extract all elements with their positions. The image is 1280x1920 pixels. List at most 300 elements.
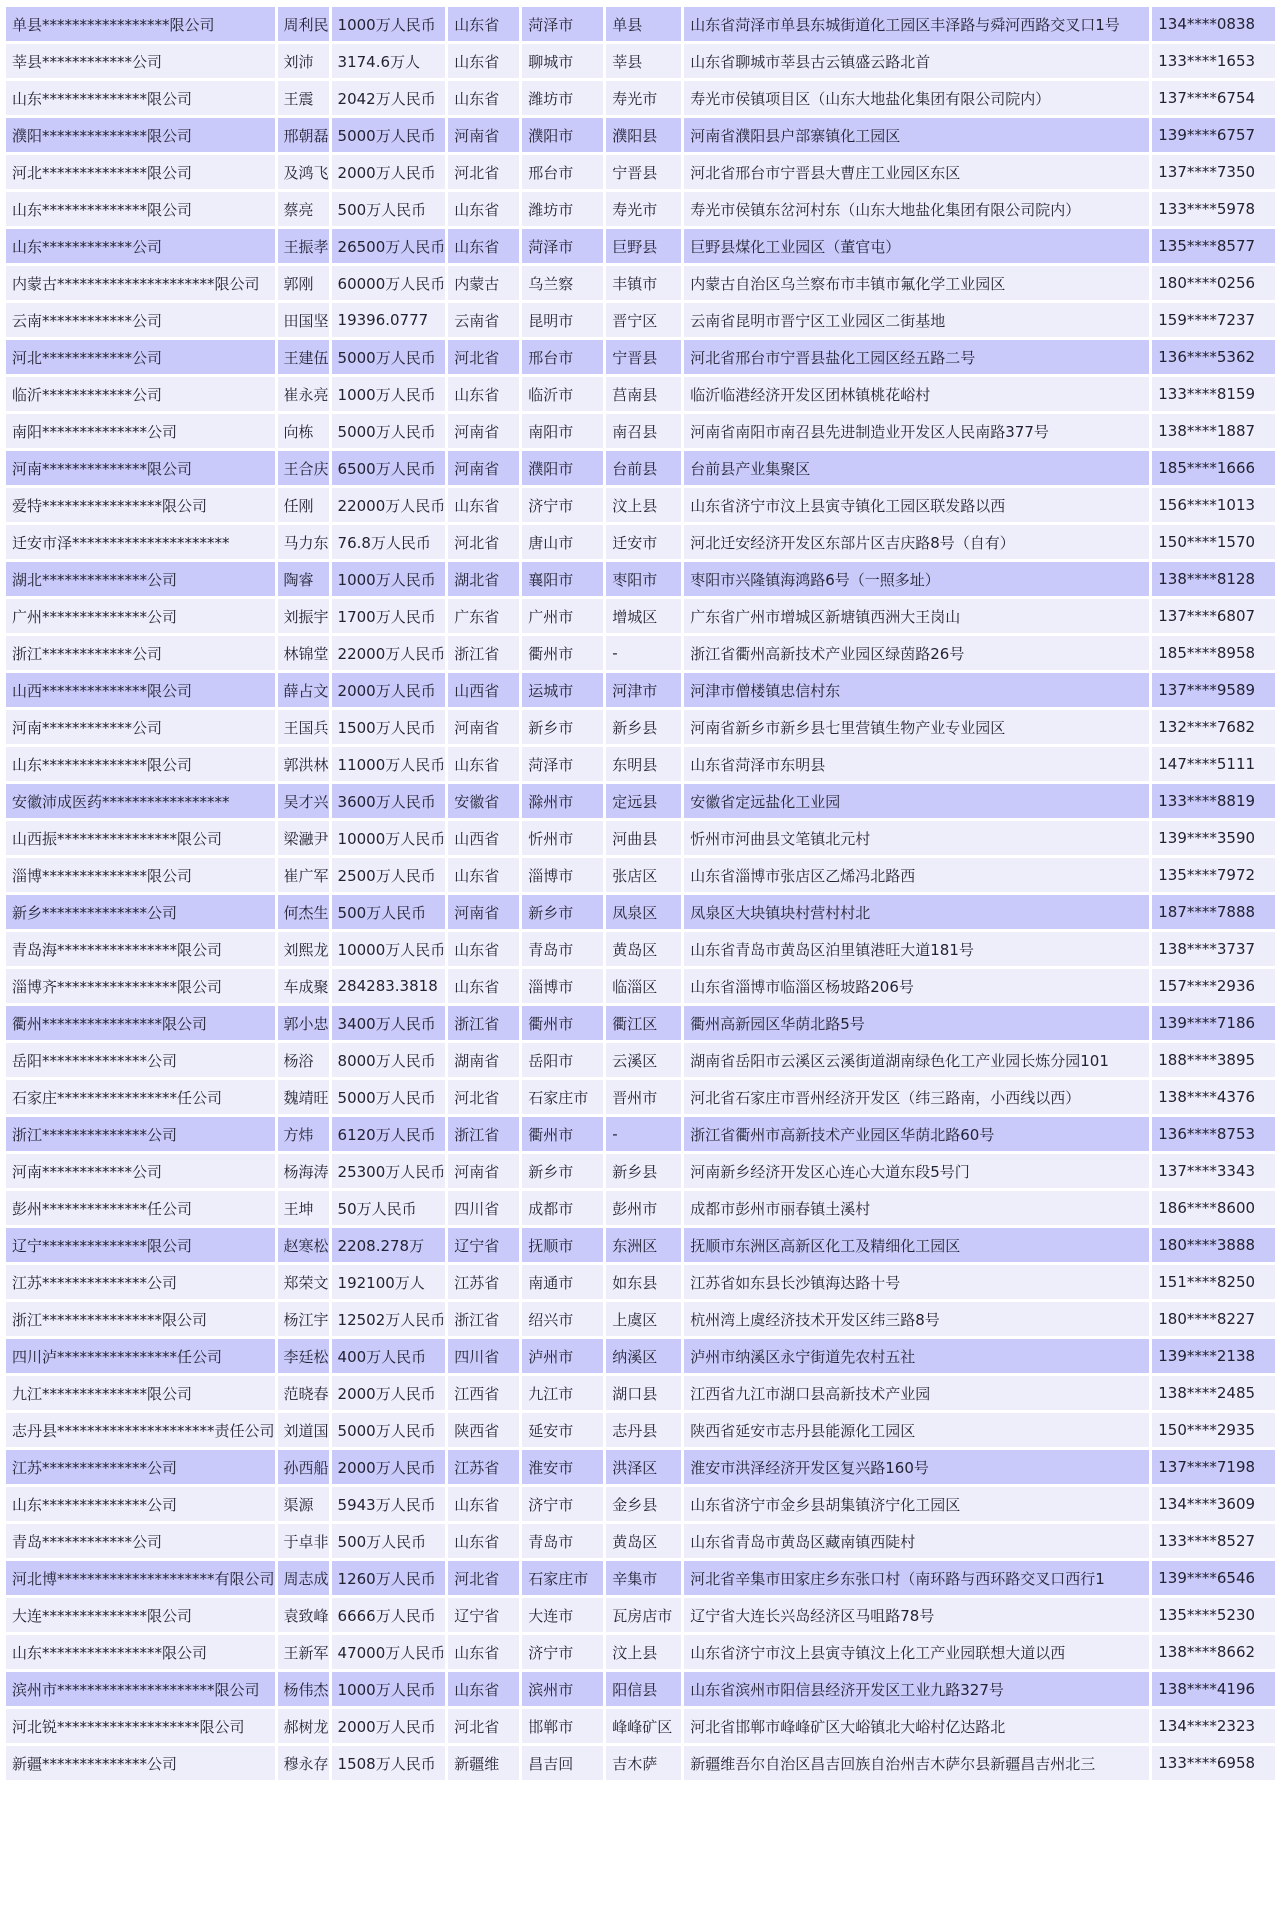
capital-cell: 2208.278万: [332, 1228, 446, 1262]
province-cell: 山东省: [448, 1487, 519, 1521]
address-cell: 山东省青岛市黄岛区泊里镇港旺大道181号: [684, 932, 1149, 966]
company-name-cell: 青岛海****************限公司: [6, 932, 275, 966]
legal-rep-cell: 周志成: [278, 1561, 329, 1595]
legal-rep-cell: 杨海涛: [278, 1154, 329, 1188]
city-cell: 成都市: [522, 1191, 603, 1225]
address-cell: 河北迁安经济开发区东部片区吉庆路8号（自有）: [684, 525, 1149, 559]
legal-rep-cell: 郭小忠: [278, 1006, 329, 1040]
province-cell: 江苏省: [448, 1265, 519, 1299]
address-cell: 忻州市河曲县文笔镇北元村: [684, 821, 1149, 855]
capital-cell: 6500万人民币: [332, 451, 446, 485]
address-cell: 杭州湾上虞经济技术开发区纬三路8号: [684, 1302, 1149, 1336]
city-cell: 菏泽市: [522, 747, 603, 781]
capital-cell: 19396.0777: [332, 303, 446, 337]
capital-cell: 500万人民币: [332, 1524, 446, 1558]
province-cell: 山东省: [448, 969, 519, 1003]
address-cell: 辽宁省大连长兴岛经济区马咀路78号: [684, 1598, 1149, 1632]
province-cell: 河南省: [448, 895, 519, 929]
capital-cell: 1508万人民币: [332, 1746, 446, 1780]
phone-cell: 139****6757: [1152, 118, 1275, 152]
capital-cell: 1000万人民币: [332, 562, 446, 596]
legal-rep-cell: 何杰生: [278, 895, 329, 929]
district-cell: 河津市: [606, 673, 681, 707]
company-name-cell: 山东****************限公司: [6, 1635, 275, 1669]
company-name-cell: 南阳**************公司: [6, 414, 275, 448]
district-cell: 湖口县: [606, 1376, 681, 1410]
phone-cell: 180****3888: [1152, 1228, 1275, 1262]
district-cell: 东洲区: [606, 1228, 681, 1262]
table-row: [6, 155, 1275, 189]
company-name-cell: 浙江**************公司: [6, 1117, 275, 1151]
table-row: [6, 81, 1275, 115]
address-cell: 山东省滨州市阳信县经济开发区工业九路327号: [684, 1672, 1149, 1706]
phone-cell: 133****1653: [1152, 44, 1275, 78]
legal-rep-cell: 吴才兴: [278, 784, 329, 818]
legal-rep-cell: 蔡亮: [278, 192, 329, 226]
province-cell: 河南省: [448, 451, 519, 485]
table-row: [6, 1598, 1275, 1632]
address-cell: 泸州市纳溪区永宁街道先农村五社: [684, 1339, 1149, 1373]
phone-cell: 139****6546: [1152, 1561, 1275, 1595]
company-name-cell: 湖北**************公司: [6, 562, 275, 596]
capital-cell: 2000万人民币: [332, 1709, 446, 1743]
city-cell: 衢州市: [522, 1117, 603, 1151]
company-name-cell: 河南************公司: [6, 710, 275, 744]
province-cell: 河南省: [448, 118, 519, 152]
company-name-cell: 浙江****************限公司: [6, 1302, 275, 1336]
district-cell: 濮阳县: [606, 118, 681, 152]
city-cell: 邢台市: [522, 155, 603, 189]
company-name-cell: 河北锐*******************限公司: [6, 1709, 275, 1743]
address-cell: 河南省新乡市新乡县七里营镇生物产业专业园区: [684, 710, 1149, 744]
city-cell: 淄博市: [522, 858, 603, 892]
city-cell: 南通市: [522, 1265, 603, 1299]
province-cell: 河北省: [448, 340, 519, 374]
table-row: [6, 377, 1275, 411]
company-name-cell: 新疆**************公司: [6, 1746, 275, 1780]
city-cell: 潍坊市: [522, 81, 603, 115]
district-cell: 纳溪区: [606, 1339, 681, 1373]
address-cell: 江西省九江市湖口县高新技术产业园: [684, 1376, 1149, 1410]
company-name-cell: 淄博**************限公司: [6, 858, 275, 892]
address-cell: 山东省菏泽市单县东城街道化工园区丰泽路与舜河西路交叉口1号: [684, 7, 1149, 41]
capital-cell: 11000万人民币: [332, 747, 446, 781]
phone-cell: 135****7972: [1152, 858, 1275, 892]
address-cell: 内蒙古自治区乌兰察布市丰镇市氟化学工业园区: [684, 266, 1149, 300]
province-cell: 山西省: [448, 673, 519, 707]
phone-cell: 137****6754: [1152, 81, 1275, 115]
province-cell: 河北省: [448, 155, 519, 189]
legal-rep-cell: 梁瀜尹: [278, 821, 329, 855]
legal-rep-cell: 刘沛: [278, 44, 329, 78]
province-cell: 山东省: [448, 1635, 519, 1669]
address-cell: 淮安市洪泽经济开发区复兴路160号: [684, 1450, 1149, 1484]
legal-rep-cell: 杨浴: [278, 1043, 329, 1077]
capital-cell: 2000万人民币: [332, 673, 446, 707]
table-row: [6, 1265, 1275, 1299]
district-cell: 枣阳市: [606, 562, 681, 596]
city-cell: 新乡市: [522, 1154, 603, 1188]
legal-rep-cell: 王新军: [278, 1635, 329, 1669]
city-cell: 抚顺市: [522, 1228, 603, 1262]
address-cell: 浙江省衢州市高新技术产业园区华荫北路60号: [684, 1117, 1149, 1151]
capital-cell: 26500万人民币: [332, 229, 446, 263]
district-cell: 增城区: [606, 599, 681, 633]
city-cell: 滁州市: [522, 784, 603, 818]
phone-cell: 133****8527: [1152, 1524, 1275, 1558]
address-cell: 山东省青岛市黄岛区藏南镇西陡村: [684, 1524, 1149, 1558]
province-cell: 山西省: [448, 821, 519, 855]
capital-cell: 12502万人民币: [332, 1302, 446, 1336]
province-cell: 河北省: [448, 1561, 519, 1595]
district-cell: 巨野县: [606, 229, 681, 263]
district-cell: 单县: [606, 7, 681, 41]
district-cell: 张店区: [606, 858, 681, 892]
capital-cell: 22000万人民币: [332, 636, 446, 670]
district-cell: 河曲县: [606, 821, 681, 855]
city-cell: 济宁市: [522, 1635, 603, 1669]
city-cell: 邯郸市: [522, 1709, 603, 1743]
company-name-cell: 山西**************限公司: [6, 673, 275, 707]
city-cell: 济宁市: [522, 488, 603, 522]
table-row: [6, 1191, 1275, 1225]
phone-cell: 137****9589: [1152, 673, 1275, 707]
phone-cell: 134****2323: [1152, 1709, 1275, 1743]
capital-cell: 2500万人民币: [332, 858, 446, 892]
address-cell: 山东省济宁市汶上县寅寺镇汶上化工产业园联想大道以西: [684, 1635, 1149, 1669]
legal-rep-cell: 孙西船: [278, 1450, 329, 1484]
phone-cell: 187****7888: [1152, 895, 1275, 929]
company-name-cell: 山西振****************限公司: [6, 821, 275, 855]
table-row: [6, 1080, 1275, 1114]
address-cell: 河北省石家庄市晋州经济开发区（纬三路南，小西线以西）: [684, 1080, 1149, 1114]
city-cell: 广州市: [522, 599, 603, 633]
capital-cell: 1000万人民币: [332, 377, 446, 411]
table-row: [6, 303, 1275, 337]
city-cell: 大连市: [522, 1598, 603, 1632]
legal-rep-cell: 任刚: [278, 488, 329, 522]
table-row: [6, 562, 1275, 596]
phone-cell: 151****8250: [1152, 1265, 1275, 1299]
legal-rep-cell: 刘熙龙: [278, 932, 329, 966]
province-cell: 河南省: [448, 414, 519, 448]
district-cell: 寿光市: [606, 192, 681, 226]
legal-rep-cell: 穆永存: [278, 1746, 329, 1780]
table-row: [6, 1672, 1275, 1706]
phone-cell: 135****5230: [1152, 1598, 1275, 1632]
legal-rep-cell: 崔永亮: [278, 377, 329, 411]
company-name-cell: 岳阳**************公司: [6, 1043, 275, 1077]
city-cell: 濮阳市: [522, 451, 603, 485]
address-cell: 成都市彭州市丽春镇土溪村: [684, 1191, 1149, 1225]
address-cell: 抚顺市东洲区高新区化工及精细化工园区: [684, 1228, 1149, 1262]
phone-cell: 134****3609: [1152, 1487, 1275, 1521]
legal-rep-cell: 王振孝: [278, 229, 329, 263]
legal-rep-cell: 渠源: [278, 1487, 329, 1521]
company-name-cell: 浙江************公司: [6, 636, 275, 670]
province-cell: 江苏省: [448, 1450, 519, 1484]
city-cell: 淮安市: [522, 1450, 603, 1484]
district-cell: 峰峰矿区: [606, 1709, 681, 1743]
district-cell: 定远县: [606, 784, 681, 818]
table-row: [6, 895, 1275, 929]
company-name-cell: 广州**************公司: [6, 599, 275, 633]
table-row: [6, 340, 1275, 374]
capital-cell: 5000万人民币: [332, 340, 446, 374]
city-cell: 运城市: [522, 673, 603, 707]
district-cell: 吉木萨: [606, 1746, 681, 1780]
company-name-cell: 淄博齐****************限公司: [6, 969, 275, 1003]
capital-cell: 5000万人民币: [332, 414, 446, 448]
table-row: [6, 1524, 1275, 1558]
phone-cell: 138****4376: [1152, 1080, 1275, 1114]
company-name-cell: 山东**************限公司: [6, 747, 275, 781]
capital-cell: 500万人民币: [332, 895, 446, 929]
capital-cell: 5000万人民币: [332, 1413, 446, 1447]
table-row: [6, 1154, 1275, 1188]
district-cell: 新乡县: [606, 1154, 681, 1188]
legal-rep-cell: 周利民: [278, 7, 329, 41]
district-cell: -: [606, 636, 681, 670]
address-cell: 山东省淄博市张店区乙烯冯北路西: [684, 858, 1149, 892]
province-cell: 河北省: [448, 1709, 519, 1743]
legal-rep-cell: 魏靖旺: [278, 1080, 329, 1114]
legal-rep-cell: 郭刚: [278, 266, 329, 300]
legal-rep-cell: 范晓春: [278, 1376, 329, 1410]
table-row: [6, 414, 1275, 448]
company-name-cell: 江苏**************公司: [6, 1450, 275, 1484]
phone-cell: 136****5362: [1152, 340, 1275, 374]
province-cell: 山东省: [448, 932, 519, 966]
legal-rep-cell: 邢朝磊: [278, 118, 329, 152]
capital-cell: 47000万人民币: [332, 1635, 446, 1669]
province-cell: 山东省: [448, 377, 519, 411]
legal-rep-cell: 陶睿: [278, 562, 329, 596]
company-name-cell: 九江**************限公司: [6, 1376, 275, 1410]
phone-cell: 139****2138: [1152, 1339, 1275, 1373]
phone-cell: 185****8958: [1152, 636, 1275, 670]
phone-cell: 137****7198: [1152, 1450, 1275, 1484]
address-cell: 河北省邢台市宁晋县盐化工园区经五路二号: [684, 340, 1149, 374]
district-cell: 云溪区: [606, 1043, 681, 1077]
company-name-cell: 江苏**************公司: [6, 1265, 275, 1299]
district-cell: 迁安市: [606, 525, 681, 559]
company-name-cell: 濮阳**************限公司: [6, 118, 275, 152]
city-cell: 九江市: [522, 1376, 603, 1410]
address-cell: 河南新乡经济开发区心连心大道东段5号门: [684, 1154, 1149, 1188]
phone-cell: 133****8159: [1152, 377, 1275, 411]
province-cell: 山东省: [448, 229, 519, 263]
city-cell: 濮阳市: [522, 118, 603, 152]
company-name-cell: 滨州市*********************限公司: [6, 1672, 275, 1706]
district-cell: 新乡县: [606, 710, 681, 744]
company-name-cell: 云南************公司: [6, 303, 275, 337]
phone-cell: 138****8662: [1152, 1635, 1275, 1669]
city-cell: 青岛市: [522, 1524, 603, 1558]
district-cell: 衢江区: [606, 1006, 681, 1040]
capital-cell: 10000万人民币: [332, 821, 446, 855]
company-name-cell: 河南************公司: [6, 1154, 275, 1188]
district-cell: 黄岛区: [606, 932, 681, 966]
city-cell: 邢台市: [522, 340, 603, 374]
capital-cell: 2000万人民币: [332, 1450, 446, 1484]
city-cell: 新乡市: [522, 895, 603, 929]
capital-cell: 3400万人民币: [332, 1006, 446, 1040]
city-cell: 石家庄市: [522, 1561, 603, 1595]
capital-cell: 400万人民币: [332, 1339, 446, 1373]
province-cell: 河南省: [448, 1154, 519, 1188]
address-cell: 河津市僧楼镇忠信村东: [684, 673, 1149, 707]
phone-cell: 135****8577: [1152, 229, 1275, 263]
province-cell: 河北省: [448, 1080, 519, 1114]
legal-rep-cell: 刘振宇: [278, 599, 329, 633]
phone-cell: 138****2485: [1152, 1376, 1275, 1410]
province-cell: 四川省: [448, 1339, 519, 1373]
address-cell: 山东省济宁市金乡县胡集镇济宁化工园区: [684, 1487, 1149, 1521]
city-cell: 潍坊市: [522, 192, 603, 226]
capital-cell: 2000万人民币: [332, 1376, 446, 1410]
company-name-cell: 四川泸****************任公司: [6, 1339, 275, 1373]
province-cell: 山东省: [448, 44, 519, 78]
company-name-cell: 彭州**************任公司: [6, 1191, 275, 1225]
capital-cell: 5943万人民币: [332, 1487, 446, 1521]
city-cell: 济宁市: [522, 1487, 603, 1521]
capital-cell: 1260万人民币: [332, 1561, 446, 1595]
city-cell: 昌吉回: [522, 1746, 603, 1780]
province-cell: 陕西省: [448, 1413, 519, 1447]
address-cell: 江苏省如东县长沙镇海达路十号: [684, 1265, 1149, 1299]
table-row: [6, 1117, 1275, 1151]
phone-cell: 138****1887: [1152, 414, 1275, 448]
company-name-cell: 河南**************限公司: [6, 451, 275, 485]
table-row: [6, 1413, 1275, 1447]
province-cell: 山东省: [448, 81, 519, 115]
district-cell: 如东县: [606, 1265, 681, 1299]
district-cell: 瓦房店市: [606, 1598, 681, 1632]
city-cell: 昆明市: [522, 303, 603, 337]
district-cell: 莒南县: [606, 377, 681, 411]
phone-cell: 134****0838: [1152, 7, 1275, 41]
address-cell: 河北省邢台市宁晋县大曹庄工业园区东区: [684, 155, 1149, 189]
district-cell: 凤泉区: [606, 895, 681, 929]
legal-rep-cell: 李廷松: [278, 1339, 329, 1373]
legal-rep-cell: 林锦堂: [278, 636, 329, 670]
address-cell: 浙江省衢州高新技术产业园区绿茵路26号: [684, 636, 1149, 670]
table-row: [6, 1635, 1275, 1669]
district-cell: 东明县: [606, 747, 681, 781]
table-row: [6, 599, 1275, 633]
district-cell: 南召县: [606, 414, 681, 448]
district-cell: 晋州市: [606, 1080, 681, 1114]
table-row: [6, 1339, 1275, 1373]
company-name-cell: 山东************公司: [6, 229, 275, 263]
province-cell: 浙江省: [448, 1302, 519, 1336]
capital-cell: 1500万人民币: [332, 710, 446, 744]
province-cell: 山东省: [448, 488, 519, 522]
company-table: [3, 4, 1278, 1783]
company-name-cell: 河北博*********************有限公司: [6, 1561, 275, 1595]
capital-cell: 284283.3818: [332, 969, 446, 1003]
district-cell: 辛集市: [606, 1561, 681, 1595]
company-name-cell: 石家庄****************任公司: [6, 1080, 275, 1114]
table-row: [6, 1228, 1275, 1262]
phone-cell: 138****8128: [1152, 562, 1275, 596]
province-cell: 河南省: [448, 710, 519, 744]
address-cell: 云南省昆明市晋宁区工业园区二街基地: [684, 303, 1149, 337]
city-cell: 衢州市: [522, 636, 603, 670]
table-row: [6, 858, 1275, 892]
phone-cell: 185****1666: [1152, 451, 1275, 485]
city-cell: 延安市: [522, 1413, 603, 1447]
province-cell: 云南省: [448, 303, 519, 337]
table-row: [6, 1376, 1275, 1410]
phone-cell: 132****7682: [1152, 710, 1275, 744]
city-cell: 菏泽市: [522, 7, 603, 41]
table-row: [6, 673, 1275, 707]
table-row: [6, 1043, 1275, 1077]
table-row: [6, 7, 1275, 41]
table-row: [6, 636, 1275, 670]
capital-cell: 3174.6万人: [332, 44, 446, 78]
legal-rep-cell: 向栋: [278, 414, 329, 448]
phone-cell: 147****5111: [1152, 747, 1275, 781]
district-cell: 寿光市: [606, 81, 681, 115]
district-cell: 宁晋县: [606, 340, 681, 374]
city-cell: 临沂市: [522, 377, 603, 411]
address-cell: 寿光市侯镇项目区（山东大地盐化集团有限公司院内）: [684, 81, 1149, 115]
table-row: [6, 488, 1275, 522]
capital-cell: 3600万人民币: [332, 784, 446, 818]
address-cell: 河北省辛集市田家庄乡东张口村（南环路与西环路交叉口西行1: [684, 1561, 1149, 1595]
city-cell: 唐山市: [522, 525, 603, 559]
district-cell: 丰镇市: [606, 266, 681, 300]
phone-cell: 133****5978: [1152, 192, 1275, 226]
table-row: [6, 1709, 1275, 1743]
city-cell: 新乡市: [522, 710, 603, 744]
phone-cell: 180****0256: [1152, 266, 1275, 300]
capital-cell: 8000万人民币: [332, 1043, 446, 1077]
province-cell: 江西省: [448, 1376, 519, 1410]
legal-rep-cell: 王合庆: [278, 451, 329, 485]
address-cell: 河南省南阳市南召县先进制造业开发区人民南路377号: [684, 414, 1149, 448]
city-cell: 聊城市: [522, 44, 603, 78]
legal-rep-cell: 王坤: [278, 1191, 329, 1225]
province-cell: 山东省: [448, 7, 519, 41]
capital-cell: 500万人民币: [332, 192, 446, 226]
district-cell: 阳信县: [606, 1672, 681, 1706]
table-row: [6, 932, 1275, 966]
phone-cell: 139****3590: [1152, 821, 1275, 855]
capital-cell: 6120万人民币: [332, 1117, 446, 1151]
province-cell: 河北省: [448, 525, 519, 559]
company-name-cell: 新乡**************公司: [6, 895, 275, 929]
company-name-cell: 迁安市泽*********************: [6, 525, 275, 559]
address-cell: 河南省濮阳县户部寨镇化工园区: [684, 118, 1149, 152]
province-cell: 四川省: [448, 1191, 519, 1225]
company-name-cell: 河北************公司: [6, 340, 275, 374]
address-cell: 寿光市侯镇东岔河村东（山东大地盐化集团有限公司院内）: [684, 192, 1149, 226]
legal-rep-cell: 车成聚: [278, 969, 329, 1003]
company-name-cell: 山东**************限公司: [6, 81, 275, 115]
legal-rep-cell: 王国兵: [278, 710, 329, 744]
address-cell: 陕西省延安市志丹县能源化工园区: [684, 1413, 1149, 1447]
table-row: [6, 266, 1275, 300]
capital-cell: 10000万人民币: [332, 932, 446, 966]
table-row: [6, 118, 1275, 152]
address-cell: 山东省淄博市临淄区杨坡路206号: [684, 969, 1149, 1003]
province-cell: 山东省: [448, 1672, 519, 1706]
address-cell: 衢州高新园区华荫北路5号: [684, 1006, 1149, 1040]
